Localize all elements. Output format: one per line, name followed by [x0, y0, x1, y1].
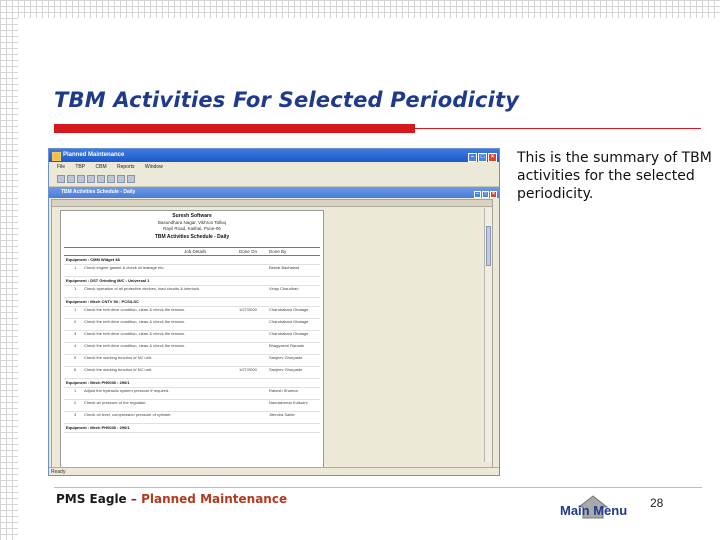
footer-separator: – — [130, 492, 137, 506]
app-toolbar — [49, 172, 499, 187]
footer-product: PMS Eagle — [56, 492, 127, 506]
report-row-number: 1 — [74, 286, 77, 291]
report-group-label: Equipment : DST Grinding M/C : Universal 1 — [66, 278, 150, 283]
col-job-details: Job Details — [184, 249, 207, 254]
report-row-number: 5 — [74, 355, 77, 360]
scrollbar-thumb[interactable] — [486, 226, 491, 266]
report-row-description: Check the belt drive condition, clean & check the tension. — [84, 331, 186, 336]
report-row-done-on: 1/27/2000 — [239, 367, 257, 372]
main-menu-label: Main Menu — [560, 503, 628, 518]
report-group-label: Equipment : Mech PH0030 : 290/1 — [66, 380, 130, 385]
child-minimize-icon[interactable]: – — [474, 191, 481, 198]
menu-cbm[interactable]: CBM — [95, 164, 107, 170]
report-row-description: Check the belt drive condition, clean & check the tension. — [84, 343, 186, 348]
maximize-icon[interactable]: □ — [478, 153, 487, 162]
title-underline-bar — [54, 124, 415, 133]
app-menubar — [49, 162, 499, 172]
report-row-description: Check the belt drive condition, clean & check the tension. — [84, 319, 186, 324]
slide-description: This is the summary of TBM activities for the selected periodicity. — [517, 150, 712, 202]
menu-tbp[interactable]: TBP — [75, 164, 86, 170]
report-row-description: Check the working function of NC unit. — [84, 355, 153, 360]
report-row-description: Check the belt drive condition, clean & check the tension. — [84, 307, 186, 312]
report-group-row — [64, 256, 320, 265]
zoom-icon[interactable] — [117, 175, 125, 183]
report-row-done-by: Sanjeev Ghorpade — [269, 367, 303, 372]
status-bar: Ready — [49, 467, 500, 476]
child-window-title: TBM Activities Schedule - Daily — [61, 189, 136, 195]
minimize-icon[interactable]: – — [468, 153, 477, 162]
window-controls — [467, 151, 497, 164]
main-menu-button[interactable] — [556, 495, 638, 525]
close-icon[interactable]: × — [488, 153, 497, 162]
search-icon[interactable] — [127, 175, 135, 183]
report-row — [64, 367, 320, 379]
report-row-number: 2 — [74, 400, 77, 405]
prev-page-icon[interactable] — [87, 175, 95, 183]
report-row-description: Check operation of all protective devices, load circuits & interlock — [84, 286, 199, 291]
report-row-done-by: Sanjeev Ghorpade — [269, 355, 303, 360]
menu-window[interactable]: Window — [144, 164, 163, 170]
report-row-done-by: Vinay Chaudhari — [269, 286, 299, 291]
child-close-icon[interactable]: × — [490, 191, 497, 198]
report-row-number: 1 — [74, 307, 77, 312]
report-row-done-by: Chandrakant Ghatage — [269, 319, 309, 324]
report-row-description: Check the working function of NC unit. — [84, 367, 153, 372]
report-row-done-by: Beelat Bachawat — [269, 265, 300, 270]
report-row-number: 1 — [74, 388, 77, 393]
col-done-on: Done On — [239, 249, 258, 254]
app-window-titlebar — [49, 149, 499, 162]
next-page-icon[interactable] — [97, 175, 105, 183]
report-row — [64, 265, 320, 277]
report-row-number: 1 — [74, 265, 77, 270]
report-row-done-by: Chandrakant Ghatage — [269, 331, 309, 336]
report-title: TBM Activities Schedule - Daily — [154, 234, 230, 240]
menu-reports[interactable]: Reports — [117, 164, 135, 170]
report-row — [64, 355, 320, 367]
app-screenshot — [48, 148, 500, 476]
page-number: 28 — [650, 496, 664, 510]
report-row — [64, 343, 320, 355]
report-row-number: 2 — [74, 319, 77, 324]
report-row-description: Check oil level, compression pressure of cylinder. — [84, 412, 172, 417]
last-page-icon[interactable] — [107, 175, 115, 183]
report-row-done-by: Bhagyashri Ranade — [269, 343, 305, 348]
footer-rule — [54, 487, 702, 488]
report-group-row — [64, 277, 320, 286]
child-window-titlebar — [49, 187, 499, 198]
report-row — [64, 307, 320, 319]
report-group-label: Equipment : Mech CNTV 50 : PCS/LSC — [66, 299, 139, 304]
app-window-title: Planned Maintenance — [63, 152, 125, 158]
report-group-label: Equipment : CMM Widget 38 — [66, 257, 120, 262]
col-done-by: Done By — [269, 249, 287, 254]
report-row-description: Check engine gasket & check oil leakage etc. — [84, 265, 165, 270]
report-row-done-by: Rakesh Sharma — [269, 388, 298, 393]
report-row — [64, 412, 320, 424]
first-page-icon[interactable] — [77, 175, 85, 183]
slide-title: TBM Activities For Selected Periodicity — [54, 88, 520, 112]
report-row-number: 3 — [74, 412, 77, 417]
report-row-number: 6 — [74, 367, 77, 372]
report-group-row — [64, 424, 320, 433]
report-address-2: Rayil Road, Kaithal, Pune-06 — [163, 226, 221, 231]
child-maximize-icon[interactable]: □ — [483, 191, 488, 197]
report-company: Suresh Software — [172, 213, 212, 219]
export-icon[interactable] — [67, 175, 75, 183]
menu-file[interactable]: File — [57, 164, 66, 170]
report-column-header — [64, 247, 320, 256]
report-row — [64, 331, 320, 343]
print-icon[interactable] — [57, 175, 65, 183]
vertical-scrollbar[interactable] — [484, 208, 492, 462]
footer-caption — [56, 492, 287, 506]
report-row — [64, 286, 320, 298]
report-viewer — [51, 199, 493, 469]
report-row-done-by: Chandrakant Ghatage — [269, 307, 309, 312]
viewer-tab-strip — [52, 200, 492, 207]
footer-module: Planned Maintenance — [141, 492, 288, 506]
report-row-description: Check air pressure of the regulator. — [84, 400, 147, 405]
report-row-done-on: 1/27/2000 — [239, 307, 257, 312]
app-icon — [52, 152, 61, 161]
report-group-label: Equipment : Mech PH0030 : 290/1 — [66, 425, 130, 430]
report-group-row — [64, 298, 320, 307]
report-row-done-by: Nandakumar Kulkarni — [269, 400, 308, 405]
report-group-row — [64, 379, 320, 388]
report-address-1: Basundhara Nagar, Vikhroo Talluq — [157, 220, 227, 225]
report-body — [61, 256, 323, 433]
report-row-number: 4 — [74, 343, 77, 348]
report-row-number: 3 — [74, 331, 77, 336]
title-underline-rule — [415, 128, 701, 129]
report-page — [60, 210, 324, 474]
report-row — [64, 400, 320, 412]
report-row-done-by: Jitendra Sable — [269, 412, 295, 417]
report-row — [64, 388, 320, 400]
report-row-description: Adjust the hydraulic system pressure if required. — [84, 388, 170, 393]
report-row — [64, 319, 320, 331]
